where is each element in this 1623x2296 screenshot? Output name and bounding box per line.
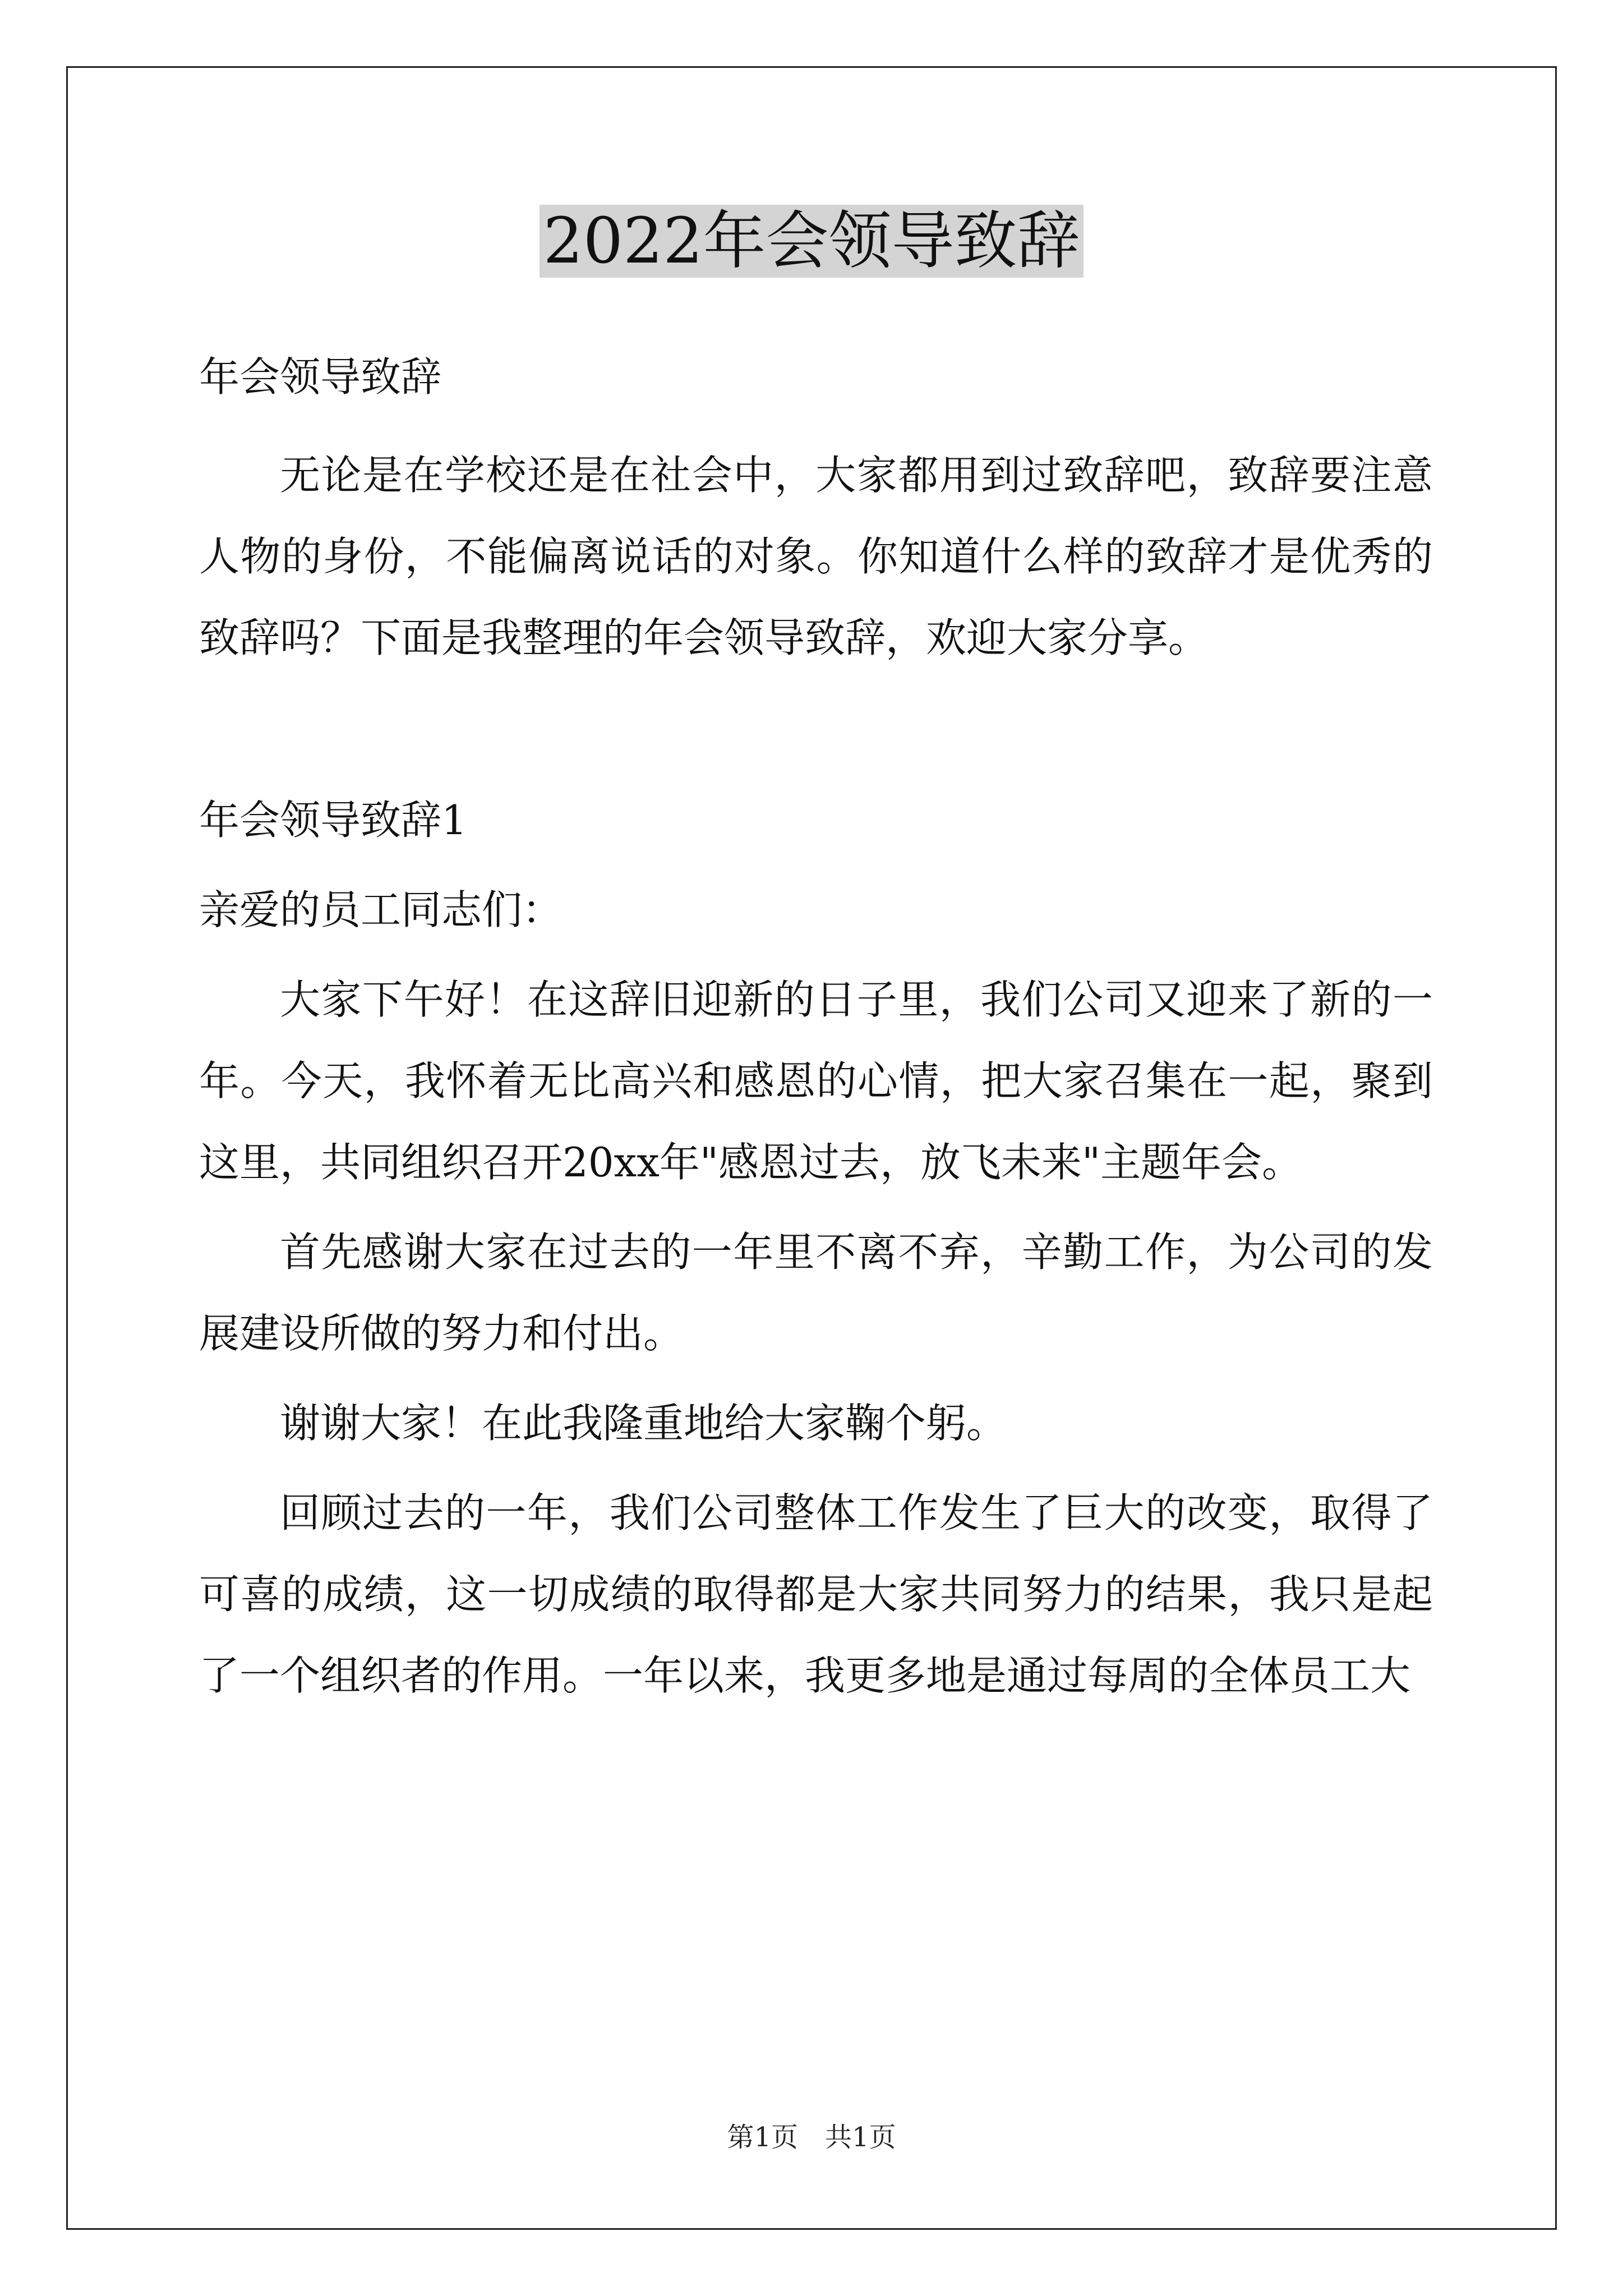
page-total: 共1页 [825, 2122, 896, 2153]
section-gap [199, 679, 1433, 780]
body-paragraph-2: 首先感谢大家在过去的一年里不离不弃，辛勤工作，为公司的发展建设所做的努力和付出。 [199, 1228, 1433, 1357]
intro-paragraph: 无论是在学校还是在社会中，大家都用到过致辞吧，致辞要注意人物的身份，不能偏离说话的对象。你知道什么样的致辞才是优秀的致辞吗？下面是我整理的年会领导致辞，欢迎大家分享。 [199, 452, 1433, 661]
subtitle: 年会领导致辞 [199, 353, 442, 401]
page-footer [0, 2120, 1623, 2154]
document-body [199, 337, 1433, 1717]
salutation: 亲爱的员工同志们： [199, 886, 563, 933]
document-title-text: 2022年会领导致辞 [540, 205, 1083, 278]
body-paragraph-1: 大家下午好！在这辞旧迎新的日子里，我们公司又迎来了新的一年。今天，我怀着无比高兴和感恩的心情，把大家召集在一起，聚到这里，共同组织召开20xx年"感恩过去，放飞未来"主题年会。 [199, 976, 1433, 1186]
document-title [0, 202, 1623, 280]
body-paragraph-4: 回顾过去的一年，我们公司整体工作发生了巨大的改变，取得了可喜的成绩，这一切成绩的取得都是大家共同努力的结果，我只是起了一个组织者的作用。一年以来，我更多地是通过每周的全体员工大 [199, 1489, 1433, 1699]
section-heading: 年会领导致辞1 [199, 797, 467, 844]
page-number: 第1页 [727, 2122, 798, 2153]
body-paragraph-3: 谢谢大家！在此我隆重地给大家鞠个躬。 [280, 1400, 1007, 1447]
